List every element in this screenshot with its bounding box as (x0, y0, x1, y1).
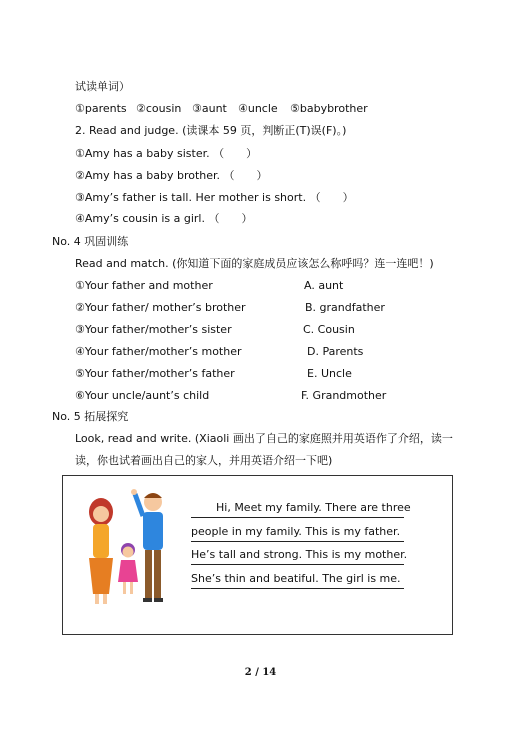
word-item: ④uncle (238, 102, 278, 115)
page-number: 2 / 14 (244, 667, 277, 678)
match-right-item: A. aunt (304, 279, 344, 292)
judge-title: 2. Read and judge. (读课本 59 页，判断正(T)误(F)。) (75, 124, 347, 137)
no4-instruction: Read and match. (你知道下面的家庭成员应该怎么称呼吗？连一连吧！) (75, 257, 434, 270)
match-right-item: D. Parents (307, 345, 364, 358)
intro-line: people in my family. This is my father. (191, 525, 404, 542)
no5-heading: No. 5 拓展探究 (52, 410, 129, 423)
match-left-item: ④Your father/mother’s mother (75, 345, 242, 358)
intro-line: He’s tall and strong. This is my mother. (191, 548, 404, 565)
intro-line: She’s thin and beatiful. The girl is me. (191, 572, 404, 589)
match-right-item: C. Cousin (303, 323, 355, 336)
judge-item: ②Amy has a baby brother. （ ） (75, 169, 268, 182)
match-left-item: ③Your father/mother’s sister (75, 323, 232, 336)
judge-item: ①Amy has a baby sister. （ ） (75, 147, 258, 160)
word-item: ③aunt (192, 102, 227, 115)
intro-line: Hi, Meet my family. There are three (191, 501, 404, 518)
no4-heading: No. 4 巩固训练 (52, 235, 129, 248)
family-illustration (71, 484, 181, 614)
match-left-item: ⑥Your uncle/aunt’s child (75, 389, 210, 402)
word-item: ⑤babybrother (290, 102, 368, 115)
match-left-item: ①Your father and mother (75, 279, 213, 292)
family-intro-box (62, 475, 453, 635)
no5-instruction-line: Look, read and write. (Xiaoli 画出了自己的家庭照并用英语作了介绍，读一 (75, 432, 453, 445)
match-left-item: ⑤Your father/mother’s father (75, 367, 235, 380)
word-item: ②cousin (136, 102, 182, 115)
no5-instruction-line: 读，你也试着画出自己的家人，并用英语介绍一下吧) (75, 454, 333, 467)
judge-item: ④Amy’s cousin is a girl. （ ） (75, 212, 253, 225)
match-right-item: E. Uncle (307, 367, 352, 380)
match-right-item: B. grandfather (305, 301, 385, 314)
match-right-item: F. Grandmother (301, 389, 387, 402)
word-item: ①parents (75, 102, 127, 115)
match-left-item: ②Your father/ mother’s brother (75, 301, 246, 314)
judge-item: ③Amy’s father is tall. Her mother is short. （ ） (75, 191, 354, 204)
header-fragment: 试读单词） (75, 80, 130, 93)
